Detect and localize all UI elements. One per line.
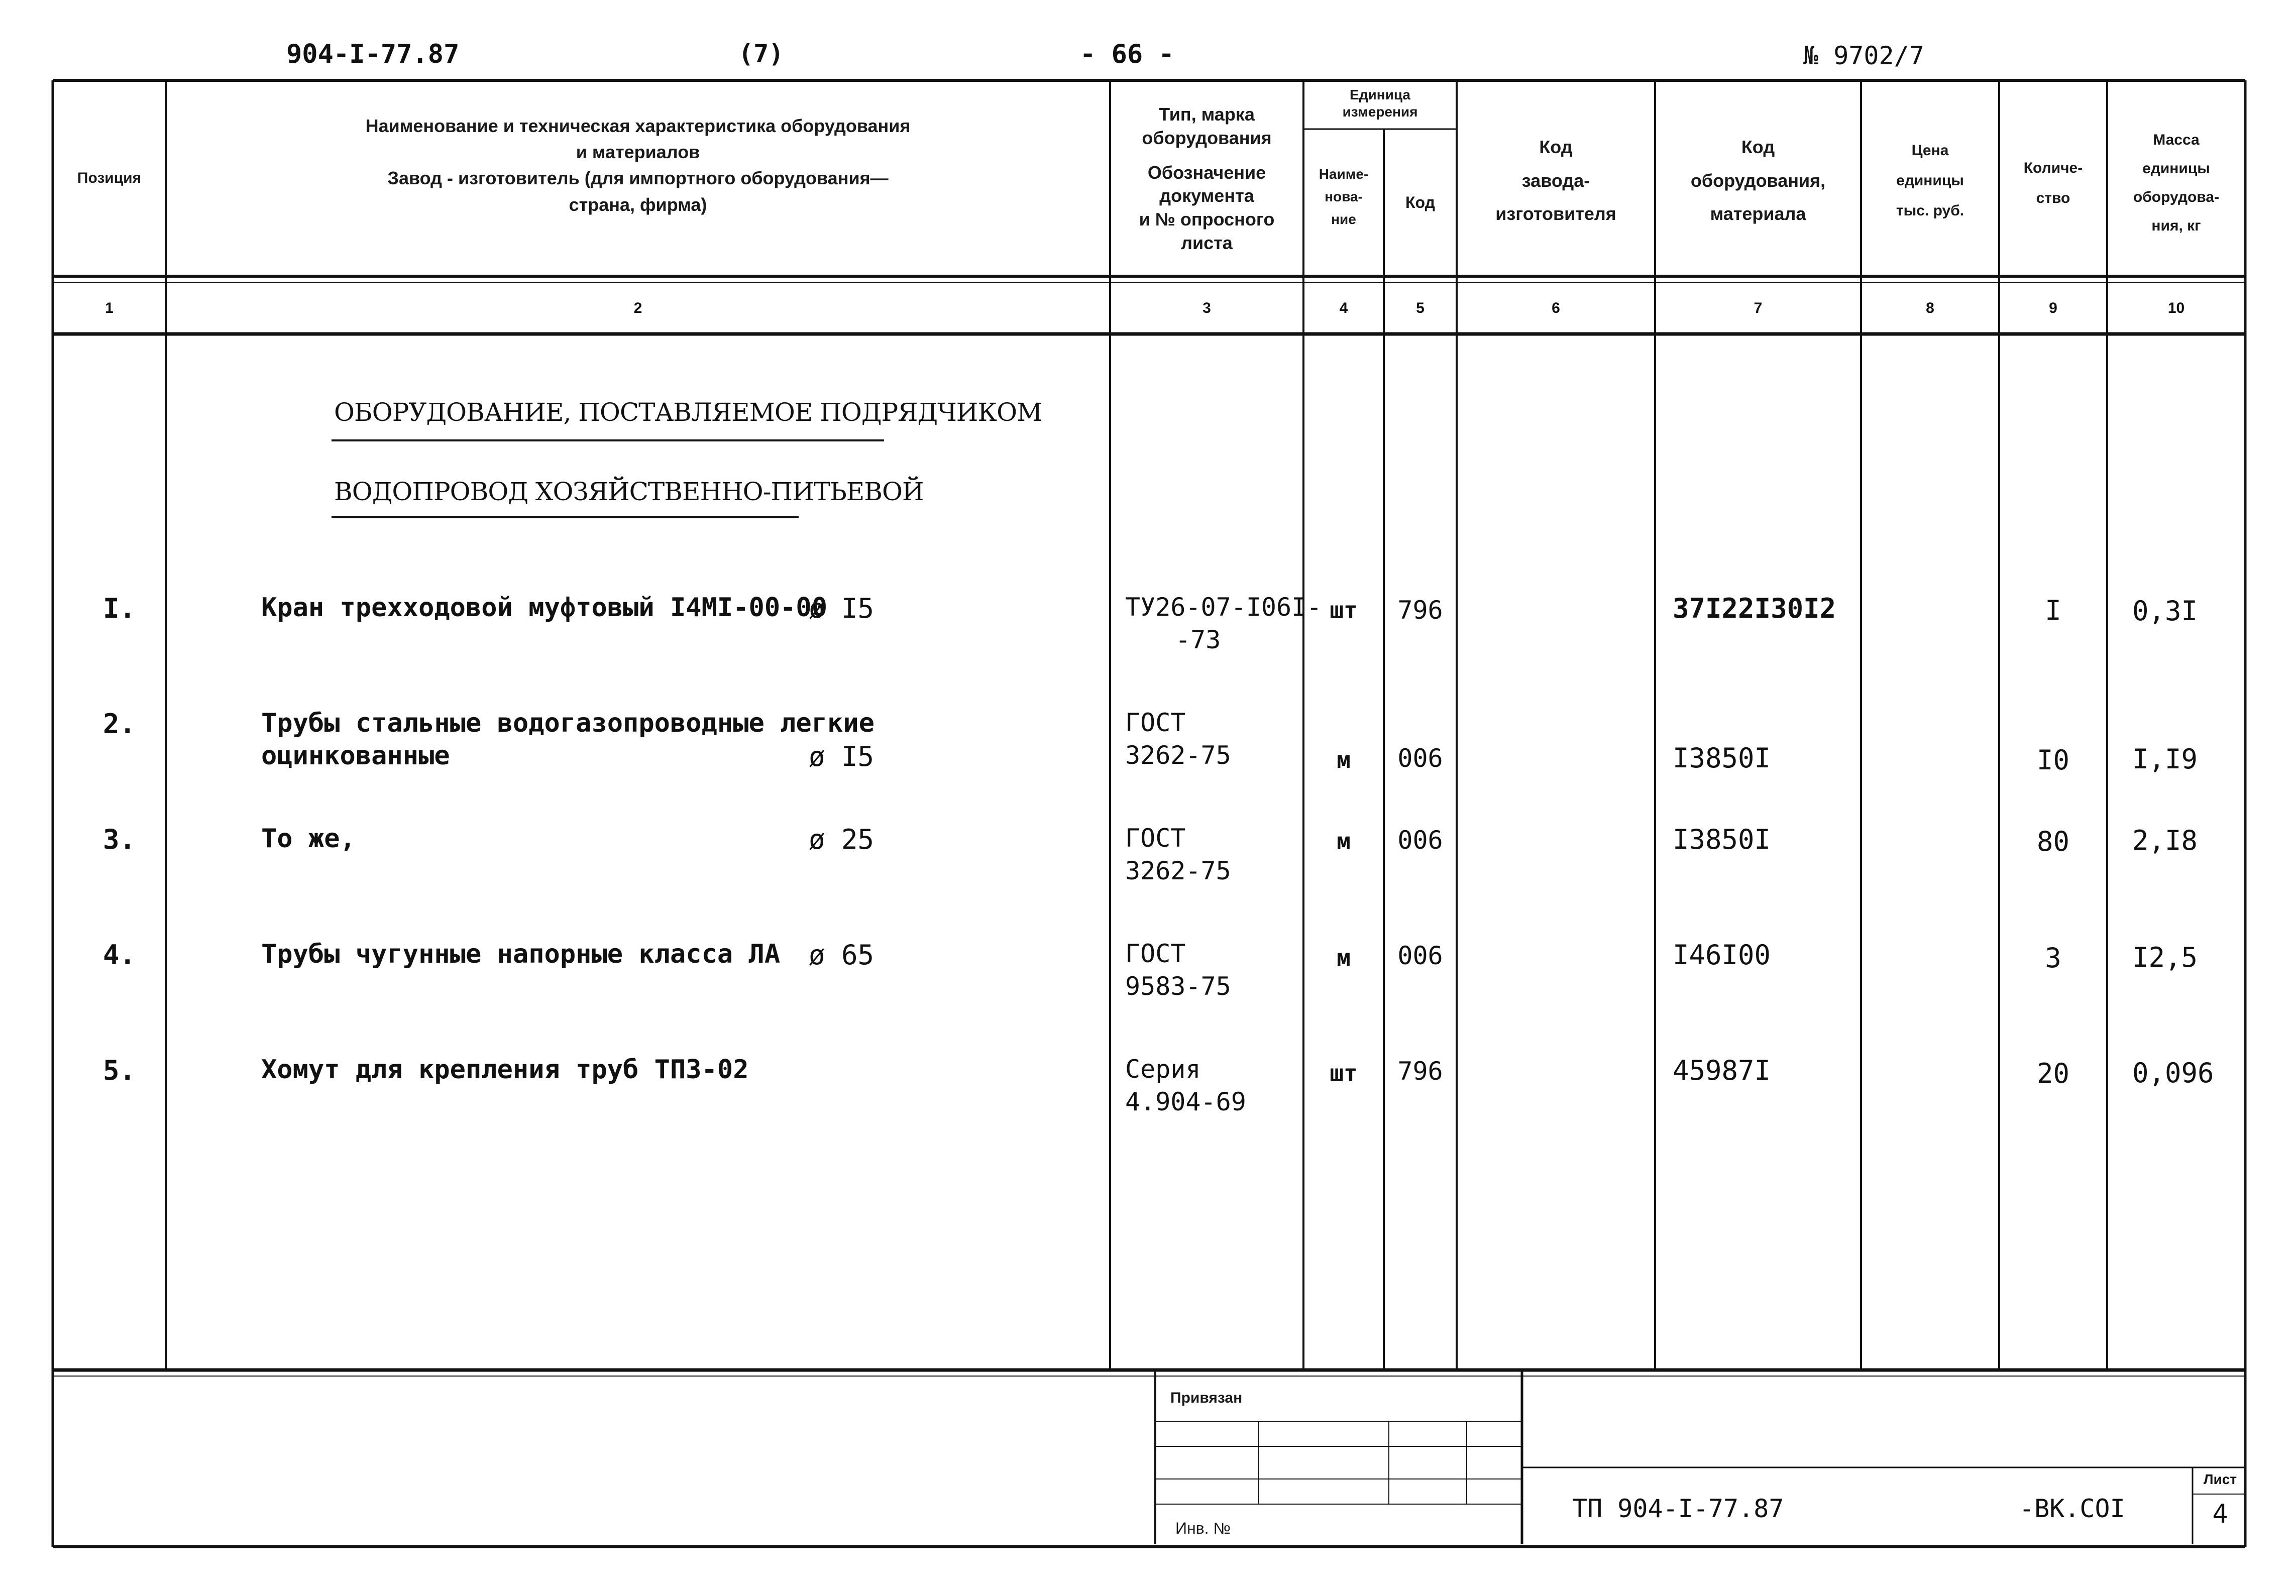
row-5-mass: 0,096 (2132, 1057, 2214, 1089)
col-number-5: 5 (1416, 299, 1425, 316)
row-4-mass: I2,5 (2132, 942, 2198, 973)
row-1-unit-code: 796 (1397, 596, 1443, 625)
row-2-doc-line1: ГОСТ (1125, 708, 1186, 737)
col-number-8: 8 (1926, 299, 1934, 316)
col-number-10: 10 (2167, 299, 2185, 316)
header-unit-code: Код (1405, 193, 1435, 212)
header-name: Наименование и техническая характеристика оборудования и материалов Завод - изготовитель (для импортного оборудования— страна, фирма) (365, 116, 911, 215)
row-5-equipment-code: 45987I (1673, 1055, 1771, 1086)
row-3-unit-code: 006 (1397, 826, 1443, 855)
document-number: № 9702/7 (1803, 41, 1924, 70)
row-5-position: 5. (103, 1055, 136, 1086)
row-3-diameter: ø 25 (809, 824, 874, 855)
row-2-position: 2. (103, 708, 136, 740)
row-4-unit: м (1337, 944, 1351, 971)
row-1-doc-line1: ТУ26-07-I06I- (1125, 593, 1322, 622)
row-1-unit: шт (1330, 597, 1358, 624)
col-number-9: 9 (2049, 299, 2057, 316)
section-heading-contractor: ОБОРУДОВАНИЕ, ПОСТАВЛЯЕМОЕ ПОДРЯДЧИКОМ (334, 398, 1042, 427)
row-4-doc-line2: 9583-75 (1125, 972, 1231, 1001)
row-2-equipment-code: I3850I (1673, 742, 1771, 774)
row-5-quantity: 20 (2036, 1057, 2070, 1089)
sheet-paren-number: (7) (738, 39, 784, 68)
row-2-unit-code: 006 (1397, 744, 1443, 773)
row-1-mass: 0,3I (2132, 595, 2198, 627)
stamp-attached-label: Привязан (1170, 1390, 1243, 1406)
row-2-diameter: ø I5 (809, 741, 874, 772)
stamp-inventory-label: Инв. № (1175, 1519, 1231, 1537)
col-number-3: 3 (1202, 299, 1211, 316)
col-number-2: 2 (633, 299, 642, 316)
row-3-equipment-code: I3850I (1673, 824, 1771, 855)
row-1-diameter: ø I5 (809, 593, 874, 624)
row-4-doc-line1: ГОСТ (1125, 939, 1186, 968)
sheet-number: 4 (2212, 1499, 2228, 1529)
row-2-quantity: I0 (2036, 744, 2070, 776)
row-2-mass: I,I9 (2132, 743, 2198, 775)
header-unit: Единица измерения (1342, 87, 1418, 120)
row-4-equipment-code: I46I00 (1673, 939, 1771, 971)
row-3-position: 3. (103, 824, 136, 855)
header-position: Позиция (77, 170, 142, 187)
row-3-name: То же, (261, 824, 356, 854)
row-1-quantity: I (2045, 594, 2061, 626)
document-code-suffix: -ВК.СОI (2019, 1494, 2125, 1523)
row-3-doc-line2: 3262-75 (1125, 856, 1231, 885)
row-4-diameter: ø 65 (809, 939, 874, 971)
header-type-mark: Тип, марка оборудования Обозначение документа и № опросного листа (1139, 104, 1275, 253)
row-5-doc-line2: 4.904-69 (1125, 1087, 1246, 1116)
series-number: 904-I-77.87 (286, 39, 460, 69)
section-heading-water-supply: ВОДОПРОВОД ХОЗЯЙСТВЕННО-ПИТЬЕВОЙ (334, 477, 924, 506)
row-4-quantity: 3 (2045, 942, 2061, 974)
row-3-doc-line1: ГОСТ (1125, 824, 1186, 853)
row-3-quantity: 80 (2036, 825, 2070, 857)
header-equipment-code: Код оборудования, материала (1690, 137, 1826, 224)
row-4-position: 4. (103, 939, 136, 971)
page-number: - 66 - (1080, 39, 1174, 69)
header-unit-mass: Масса единицы оборудова- ния, кг (2133, 132, 2220, 234)
row-2-doc-line2: 3262-75 (1125, 741, 1231, 770)
row-2-name: Трубы стальные водогазопроводные легкие (261, 708, 874, 738)
col-number-4: 4 (1339, 299, 1348, 316)
header-unit-price: Цена единицы тыс. руб. (1896, 142, 1964, 219)
header-unit-name: Наиме- нова- ние (1319, 166, 1369, 227)
row-5-name: Хомут для крепления труб ТПЗ-02 (261, 1055, 749, 1085)
row-1-name: Кран трехходовой муфтовый I4MI-00-00 (261, 593, 828, 623)
row-4-unit-code: 006 (1397, 941, 1443, 970)
row-3-mass: 2,I8 (2132, 825, 2198, 856)
header-manufacturer-code: Код завода- изготовителя (1495, 137, 1616, 224)
row-4-name: Трубы чугунные напорные класса ЛА (261, 939, 781, 969)
row-2-name-line2: оцинкованные (261, 741, 450, 771)
row-3-unit: м (1337, 828, 1351, 855)
row-1-equipment-code: 37I22I30I2 (1673, 593, 1836, 624)
row-5-doc-line1: Серия (1125, 1055, 1201, 1084)
document-code: ТП 904-I-77.87 (1572, 1494, 1784, 1523)
col-number-7: 7 (1754, 299, 1763, 316)
sheet-label: Лист (2203, 1471, 2237, 1487)
row-1-position: I. (103, 593, 136, 624)
row-5-unit-code: 796 (1397, 1057, 1443, 1086)
col-number-1: 1 (105, 299, 114, 316)
row-1-doc-line2: -73 (1175, 625, 1221, 654)
row-2-unit: м (1337, 746, 1351, 773)
col-number-6: 6 (1552, 299, 1560, 316)
row-5-unit: шт (1330, 1060, 1358, 1087)
header-quantity: Количе- ство (2023, 160, 2083, 206)
